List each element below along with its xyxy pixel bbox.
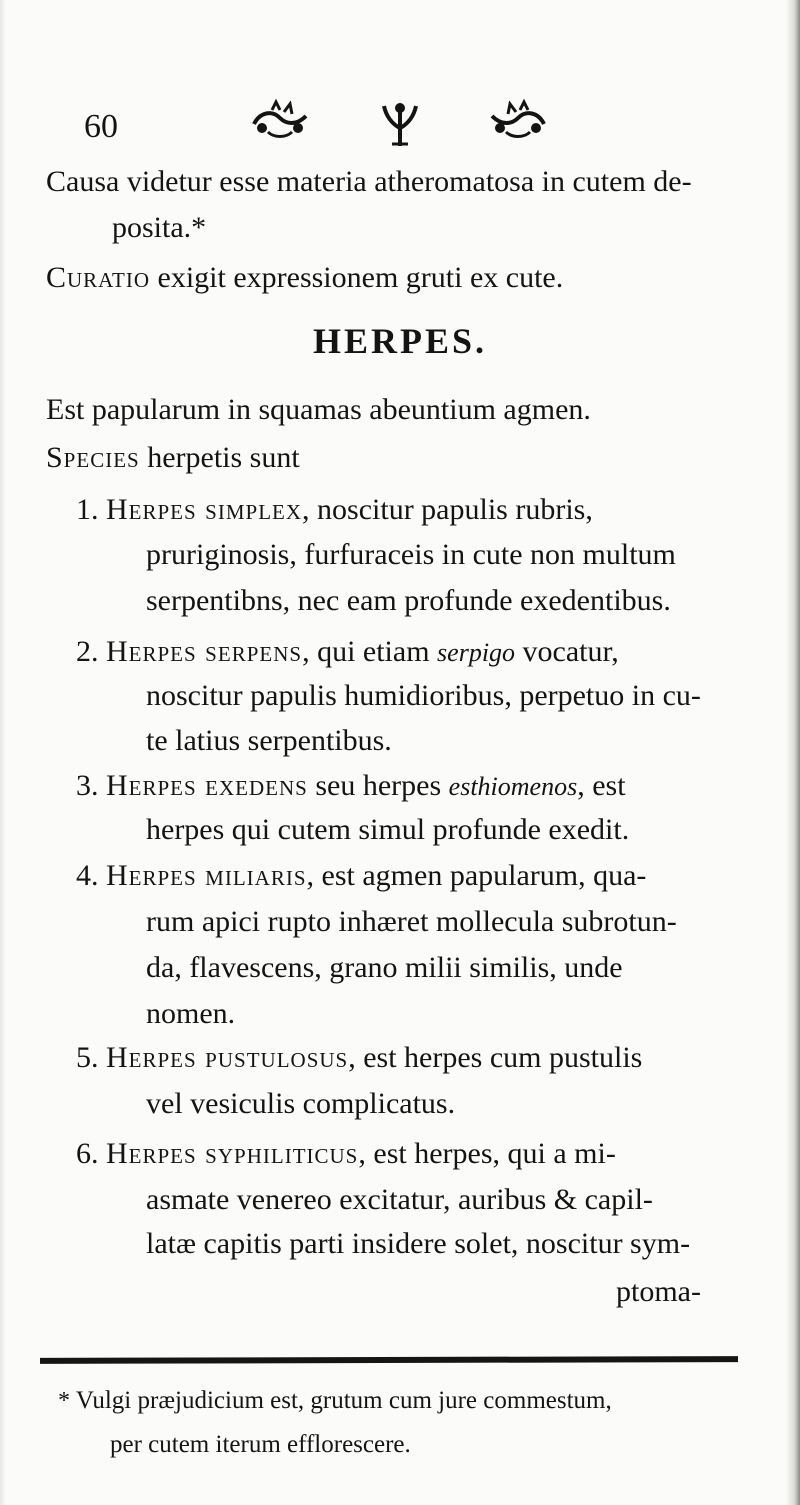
fleuron-right-icon <box>488 98 550 142</box>
item-text: , est herpes, qui a mi- <box>358 1137 616 1170</box>
species-text: herpetis sunt <box>139 441 300 474</box>
item-name: Herpes exedens <box>106 769 308 802</box>
item-name: Herpes pustulosus <box>106 1041 349 1074</box>
catchword: ptoma- <box>616 1275 701 1308</box>
item-name: Herpes serpens <box>106 635 303 668</box>
curatio-line <box>46 258 563 298</box>
item-text: , qui etiam <box>302 635 438 668</box>
item-name: Herpes syphiliticus <box>106 1137 359 1170</box>
fleuron-center-icon <box>378 98 422 148</box>
causa-line-2: posita.* <box>112 211 207 244</box>
item-name: Herpes miliaris <box>106 859 307 892</box>
item-italic-term: esthiomenos <box>448 772 578 801</box>
item-text: vocatur, <box>515 635 619 668</box>
item-text: , noscitur papulis rubris, <box>302 493 593 526</box>
item-continuation: te latius serpentibus. <box>146 724 392 757</box>
item-continuation: herpes qui cutem simul profunde exedit. <box>146 813 630 846</box>
fleuron-left-icon <box>250 98 312 142</box>
section-heading: HERPES. <box>312 321 488 361</box>
footnote-marker: * <box>58 1388 70 1414</box>
item-italic-term: serpigo <box>437 638 516 667</box>
item-text: seu herpes <box>307 769 449 802</box>
item-number: 6. <box>76 1137 99 1170</box>
item-continuation: noscitur papulis humidioribus, perpetuo in cu- <box>146 679 701 712</box>
list-item-1 <box>76 490 593 530</box>
item-number: 1. <box>76 493 99 526</box>
item-number: 3. <box>76 769 99 802</box>
page-number: 60 <box>84 108 118 145</box>
item-text: , est <box>577 769 626 802</box>
list-item-4 <box>76 856 646 896</box>
item-continuation: da, flavescens, grano milii similis, unde <box>146 951 623 984</box>
curatio-label: Curatio <box>46 261 151 294</box>
footnote-line-1 <box>58 1384 612 1418</box>
causa-line-1: Causa videtur esse materia atheromatosa in cutem de- <box>46 165 692 198</box>
page-left-edge <box>0 0 6 1505</box>
footnote-line-2: per cutem iterum efflorescere. <box>110 1431 411 1458</box>
list-item-2 <box>76 632 619 673</box>
item-text: , est herpes cum pustulis <box>348 1041 643 1074</box>
list-item-3 <box>76 766 626 807</box>
item-number: 5. <box>76 1041 99 1074</box>
list-item-5 <box>76 1038 642 1078</box>
curatio-text: exigit expressionem gruti ex cute. <box>150 261 564 294</box>
item-continuation: serpentibns, nec eam profunde exedentibus. <box>146 584 671 617</box>
definition-line: Est papularum in squamas abeuntium agmen. <box>46 393 591 426</box>
species-line <box>46 438 300 478</box>
species-label: Species <box>46 441 140 474</box>
item-continuation: nomen. <box>146 997 236 1030</box>
item-name: Herpes simplex <box>106 493 303 526</box>
item-continuation: rum apici rupto inhæret mollecula subrotun- <box>146 905 677 938</box>
footnote-rule <box>40 1356 738 1364</box>
item-continuation: vel vesiculis complicatus. <box>146 1087 456 1120</box>
list-item-6 <box>76 1134 616 1174</box>
item-number: 4. <box>76 859 99 892</box>
item-continuation: pruriginosis, furfuraceis in cute non multum <box>146 538 676 571</box>
item-text: , est agmen papularum, qua- <box>306 859 647 892</box>
item-continuation: latæ capitis parti insidere solet, noscitur sym- <box>146 1227 691 1260</box>
running-header <box>0 96 800 156</box>
footnote-text: Vulgi præjudicium est, grutum cum jure commestum, <box>75 1387 612 1414</box>
page-gutter-shadow <box>786 0 800 1505</box>
item-number: 2. <box>76 635 99 668</box>
item-continuation: asmate venereo excitatur, auribus & capil- <box>146 1183 653 1216</box>
